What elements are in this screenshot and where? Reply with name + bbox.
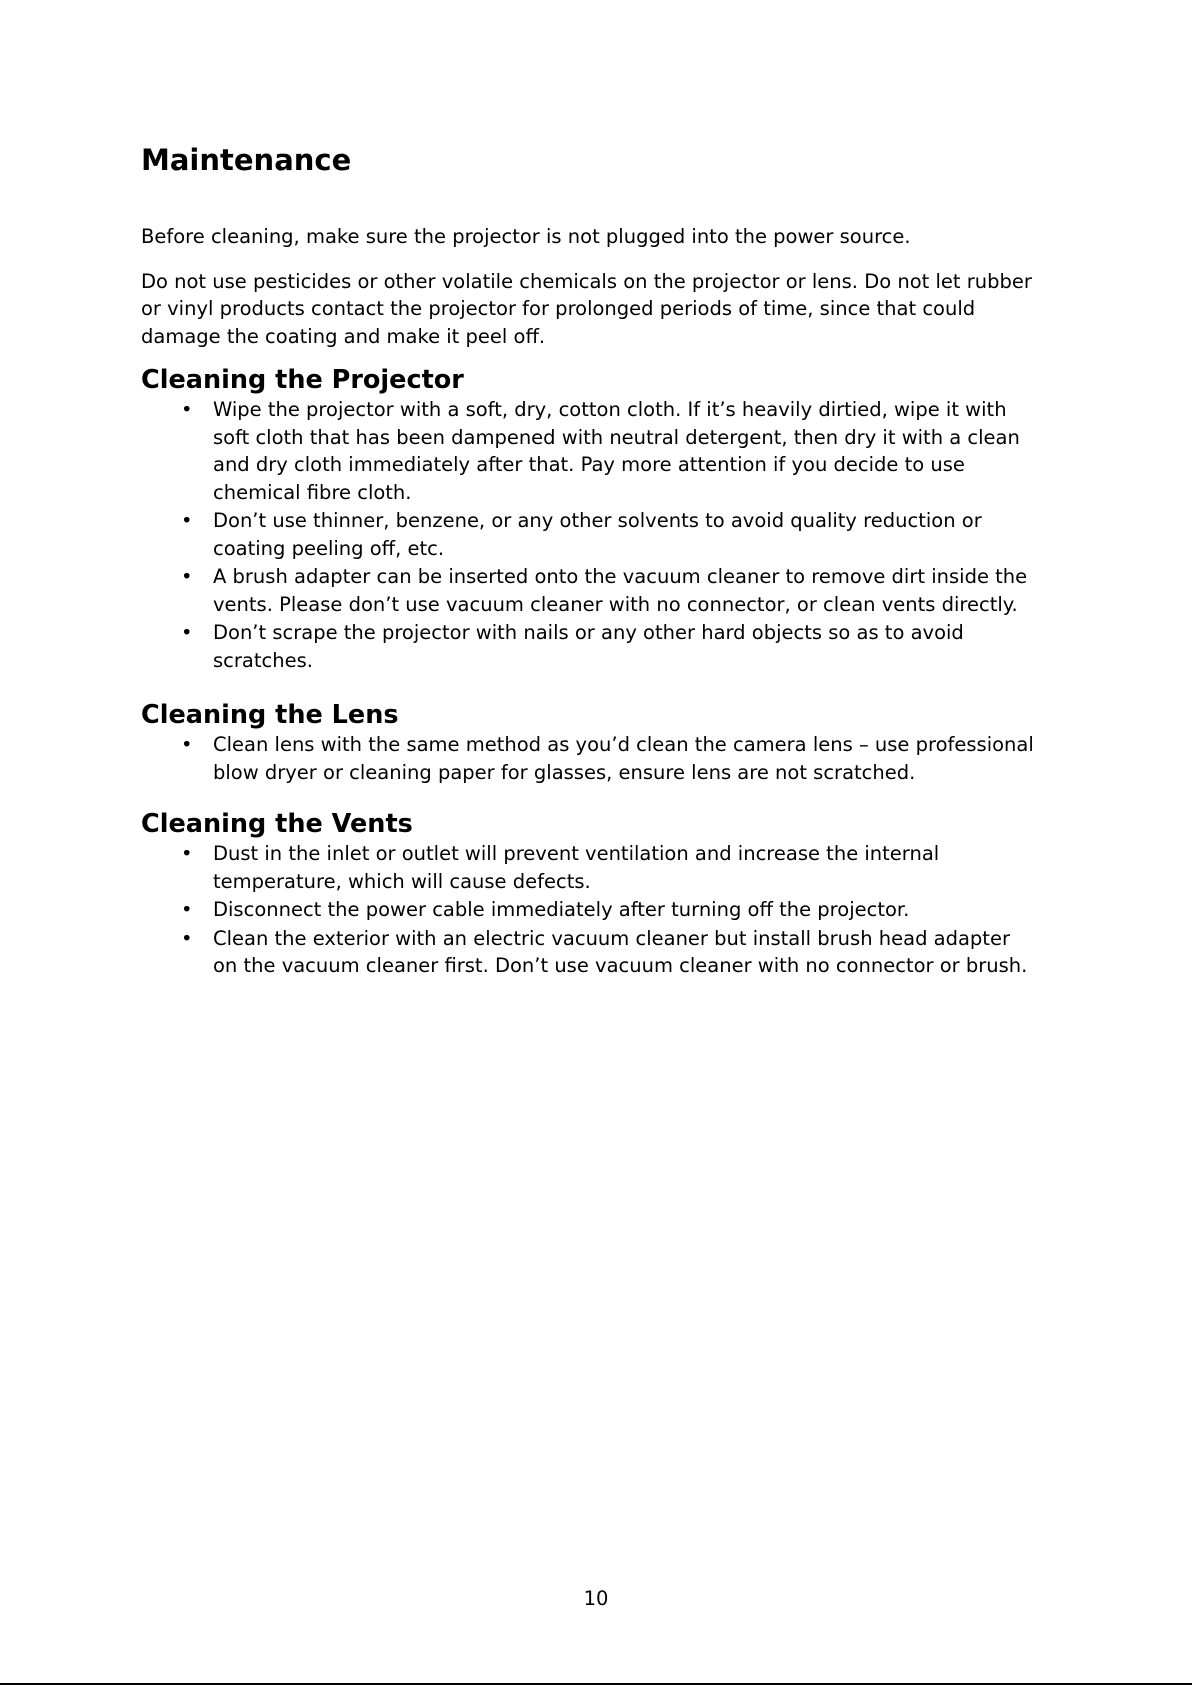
list-item: [141, 925, 1061, 980]
item-line: Don’t scrape the projector with nails or any other hard objects so as to avoid: [213, 621, 964, 644]
item-line: vents. Please don’t use vacuum cleaner with no connector, or clean vents directly.: [213, 592, 1018, 616]
intro-line: Do not use pesticides or other volatile chemicals on the projector or lens. Do not let rubber: [141, 269, 1032, 293]
list-item: [141, 507, 1061, 562]
bullet-icon: •: [181, 509, 193, 532]
bullet-icon: •: [181, 926, 193, 950]
item-line: A brush adapter can be inserted onto the vacuum cleaner to remove dirt inside the: [213, 565, 1028, 588]
bullet-icon: •: [181, 621, 193, 644]
list-item: [141, 731, 1061, 786]
item-line: coating peeling off, etc.: [213, 536, 445, 560]
intro-line: or vinyl products contact the projector for prolonged periods of time, since that could: [141, 297, 976, 320]
item-line: Dust in the inlet or outlet will prevent ventilation and increase the internal: [213, 842, 940, 865]
bullet-icon: •: [181, 733, 193, 756]
bullet-icon: •: [181, 565, 193, 588]
section-cleaning-projector: [141, 364, 1061, 675]
item-line: Clean lens with the same method as you’d clean the camera lens – use professional: [213, 733, 1034, 756]
list-item: [141, 896, 1061, 924]
item-line: temperature, which will cause defects.: [213, 869, 591, 893]
bullet-list: [141, 396, 1061, 674]
list-item: [141, 563, 1061, 618]
intro-paragraph-1: [141, 223, 1061, 251]
item-line: Wipe the projector with a soft, dry, cotton cloth. If it’s heavily dirtied, wipe it with: [213, 398, 1007, 421]
list-item: [141, 619, 1061, 674]
item-line: Clean the exterior with an electric vacuum cleaner but install brush head adapter: [213, 926, 1010, 950]
item-line: on the vacuum cleaner first. Don’t use vacuum cleaner with no connector or brush.: [213, 954, 1028, 977]
page-number: 10: [583, 1587, 609, 1610]
section-cleaning-vents: [141, 808, 1061, 981]
bullet-list: [141, 731, 1061, 786]
item-line: soft cloth that has been dampened with neutral detergent, then dry it with a clean: [213, 425, 1020, 449]
item-line: and dry cloth immediately after that. Pay more attention if you decide to use: [213, 453, 965, 476]
item-line: chemical fibre cloth.: [213, 480, 412, 504]
item-line: Disconnect the power cable immediately after turning off the projector.: [213, 898, 910, 921]
page-title: Maintenance: [141, 143, 352, 177]
intro-paragraph-2: [141, 268, 1061, 351]
bullet-icon: •: [181, 842, 193, 865]
section-cleaning-lens: [141, 699, 1061, 787]
list-item: [141, 396, 1061, 506]
intro-line: damage the coating and make it peel off.: [141, 324, 546, 348]
list-item: [141, 840, 1061, 895]
section-heading: Cleaning the Vents: [141, 809, 413, 839]
item-line: blow dryer or cleaning paper for glasses, ensure lens are not scratched.: [213, 760, 916, 784]
bullet-icon: •: [181, 398, 193, 421]
item-line: scratches.: [213, 648, 313, 672]
item-line: Don’t use thinner, benzene, or any other solvents to avoid quality reduction or: [213, 509, 982, 532]
bullet-icon: •: [181, 898, 193, 921]
section-heading: Cleaning the Lens: [141, 700, 399, 730]
bullet-list: [141, 840, 1061, 980]
section-heading: Cleaning the Projector: [141, 365, 464, 395]
intro-block: [141, 223, 1061, 350]
intro-line: Before cleaning, make sure the projector is not plugged into the power source.: [141, 225, 911, 248]
